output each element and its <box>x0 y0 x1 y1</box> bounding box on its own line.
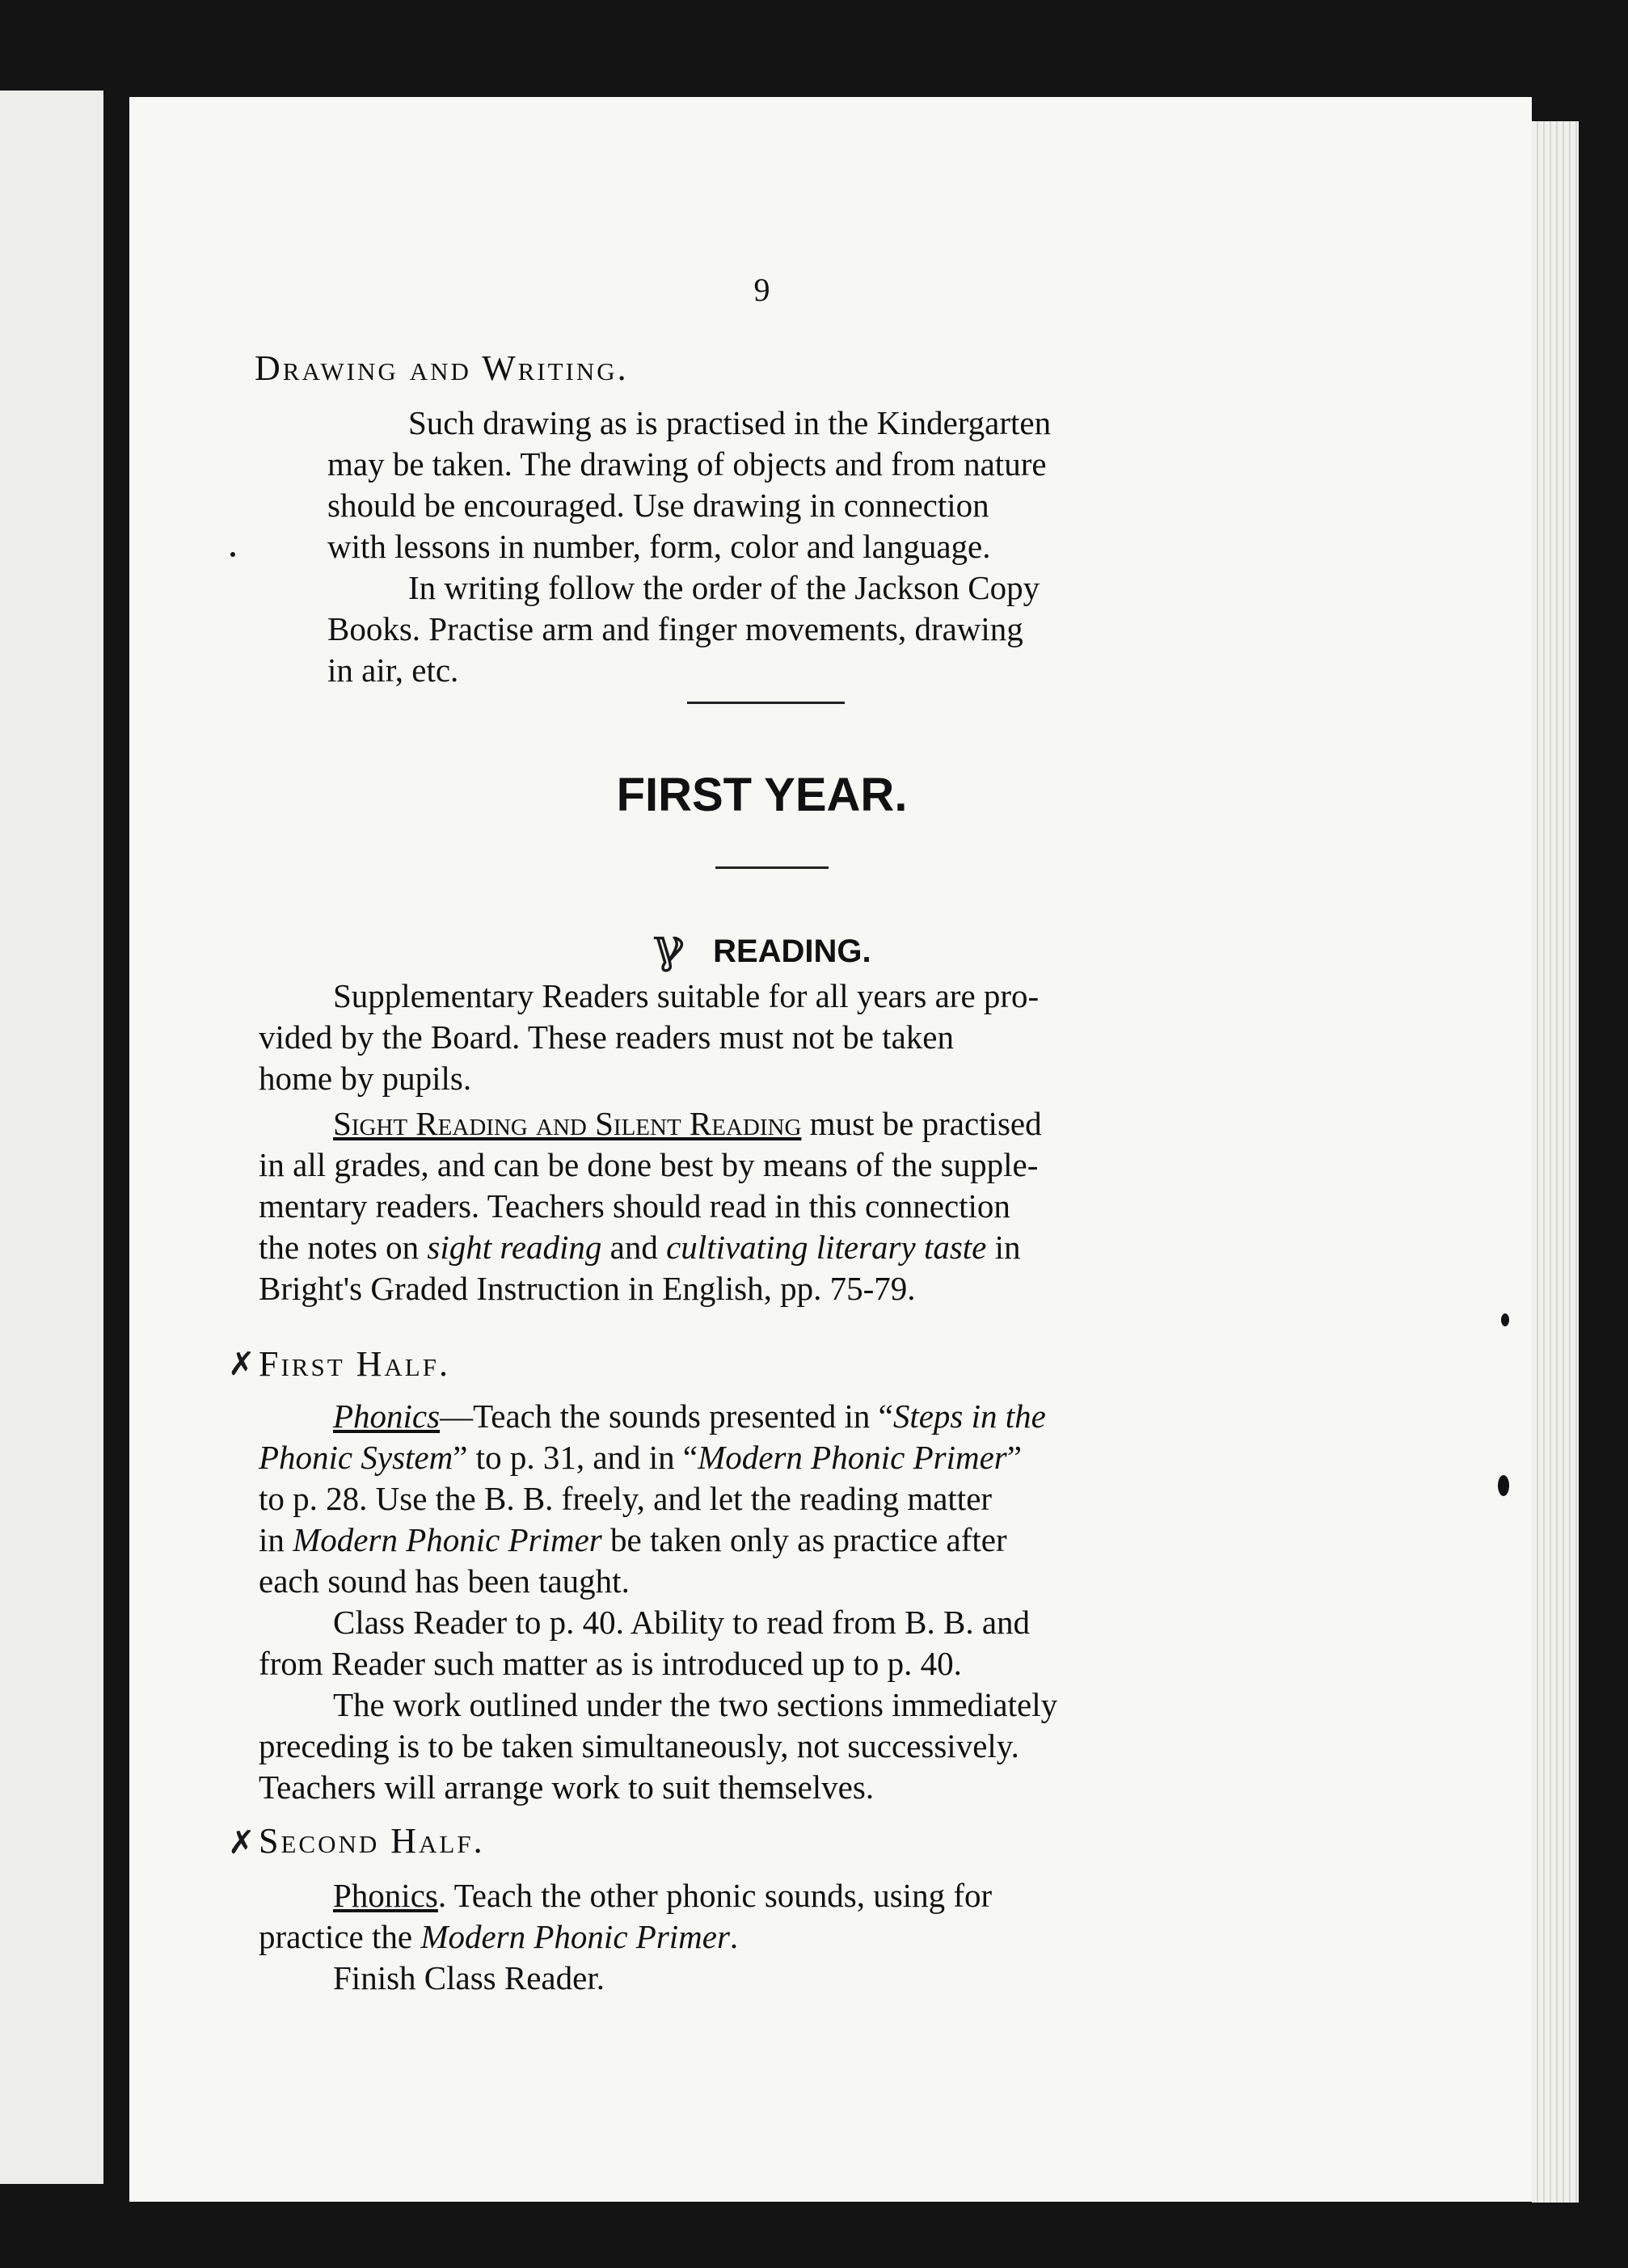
text-line: in air, etc. <box>327 651 459 689</box>
ink-speck <box>1501 1313 1509 1326</box>
sight-reading-underlined: Sight Reading and Silent Reading <box>333 1105 802 1142</box>
drawing-writing-heading: Drawing and Writing. <box>255 348 629 388</box>
italic-run: Modern Phonic Primer <box>293 1521 602 1558</box>
italic-run: cultivating literary taste <box>666 1229 987 1266</box>
reading-title: READING. <box>713 934 871 969</box>
drawing-paragraph-1 <box>327 403 1393 567</box>
text-run: practice the <box>259 1918 421 1955</box>
check-mark-icon: ✗ <box>228 1824 255 1861</box>
pen-mark-icon: ℽ <box>652 917 685 974</box>
italic-run: Modern Phonic Primer <box>420 1918 730 1955</box>
text-line: should be encouraged. Use drawing in connection <box>327 487 989 524</box>
sight-reading-paragraph <box>259 1103 1393 1309</box>
text-line <box>259 1227 1393 1268</box>
text-line: in all grades, and can be done best by means of the supple- <box>259 1146 1039 1183</box>
text-line: The work outlined under the two sections immediately <box>333 1686 1058 1723</box>
text-line: vided by the Board. These readers must not be taken <box>259 1018 954 1056</box>
text-line: mentary readers. Teachers should read in this connection <box>259 1187 1010 1225</box>
text-line: In writing follow the order of the Jackson Copy <box>408 569 1040 606</box>
reading-paragraph-1 <box>259 976 1393 1099</box>
text-line: Bright's Graded Instruction in English, pp. 75-79. <box>259 1270 916 1307</box>
text-line <box>259 1916 1393 1958</box>
text-line: Finish Class Reader. <box>333 1959 605 1996</box>
text-line <box>259 1103 1393 1145</box>
phonics-label: Phonics <box>333 1397 441 1435</box>
first-half-class-reader-paragraph <box>259 1602 1393 1684</box>
text-run: ” to p. 31, and in “ <box>453 1439 698 1476</box>
text-line <box>259 1875 1393 1916</box>
check-mark-icon: ✗ <box>228 1346 255 1383</box>
text-line: home by pupils. <box>259 1060 472 1097</box>
ink-speck <box>230 552 235 557</box>
text-line: Such drawing as is practised in the Kindergarten <box>408 404 1052 441</box>
text-line <box>259 1437 1393 1478</box>
italic-run: Modern Phonic Primer <box>698 1439 1007 1476</box>
text-line: may be taken. The drawing of objects and from nature <box>327 445 1047 483</box>
ink-speck <box>1498 1475 1509 1496</box>
text-run: —Teach the sounds presented in “ <box>440 1397 893 1435</box>
page-stack-edge <box>1532 121 1579 2203</box>
drawing-paragraph-2 <box>327 567 1393 691</box>
text-line: with lessons in number, form, color and language. <box>327 528 991 565</box>
italic-run: Phonic System <box>259 1439 453 1476</box>
text-run: must be practised <box>801 1105 1042 1142</box>
text-run: ” <box>1006 1439 1022 1476</box>
book-page <box>129 97 1532 2202</box>
reading-title-wrap <box>129 917 1394 974</box>
text-line <box>259 1520 1393 1561</box>
text-line: preceding is to be taken simultaneously, not successively. <box>259 1727 1019 1764</box>
italic-run: Steps in the <box>892 1397 1046 1435</box>
text-run: . Teach the other phonic sounds, using for <box>437 1877 993 1914</box>
first-year-title: FIRST YEAR. <box>616 769 908 821</box>
section-divider <box>715 866 829 869</box>
text-line <box>259 1396 1393 1437</box>
first-half-phonics-paragraph <box>259 1396 1393 1602</box>
text-line: each sound has been taught. <box>259 1562 630 1600</box>
text-run: . <box>729 1918 739 1955</box>
text-line: from Reader such matter as is introduced up to p. 40. <box>259 1645 962 1682</box>
text-line: Class Reader to p. 40. Ability to read from B. B. and <box>333 1604 1031 1641</box>
section-divider <box>687 702 845 704</box>
first-half-work-paragraph <box>259 1684 1393 1808</box>
text-run: the notes on <box>259 1229 428 1266</box>
text-line: to p. 28. Use the B. B. freely, and let the reading matter <box>259 1480 993 1517</box>
italic-run: sight reading <box>427 1229 602 1266</box>
phonics-label: Phonics <box>333 1877 438 1914</box>
previous-page-edge <box>0 91 103 2184</box>
page-number: 9 <box>753 272 770 308</box>
second-half-heading: Second Half. <box>259 1821 485 1861</box>
first-half-heading: First Half. <box>259 1344 450 1384</box>
text-run: be taken only as practice after <box>601 1521 1007 1558</box>
text-run: and <box>601 1229 667 1266</box>
text-run: in <box>259 1521 293 1558</box>
text-line: Books. Practise arm and finger movements, drawing <box>327 610 1023 647</box>
text-line: Supplementary Readers suitable for all years are pro- <box>333 977 1040 1014</box>
second-half-phonics-paragraph <box>259 1875 1393 1999</box>
text-line: Teachers will arrange work to suit themselves. <box>259 1768 875 1806</box>
text-run: in <box>986 1229 1021 1266</box>
